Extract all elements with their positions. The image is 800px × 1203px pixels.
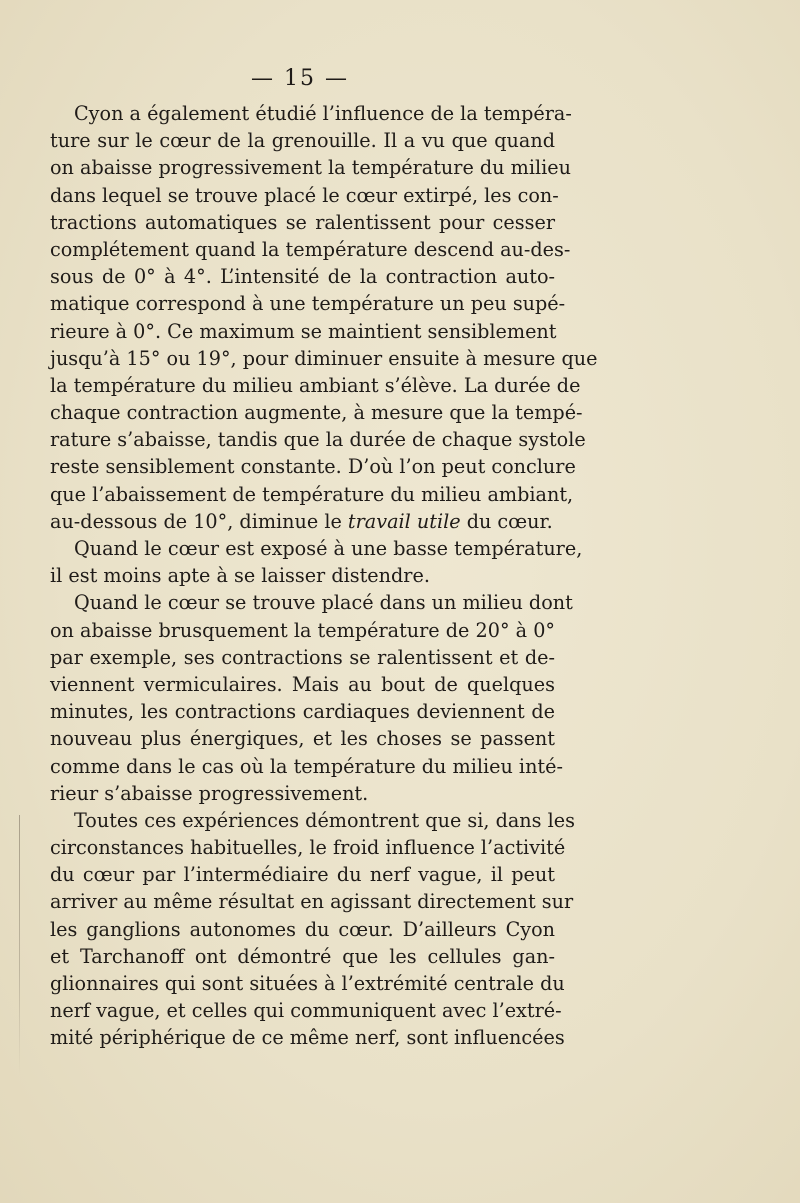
text-line: reste sensiblement constante. D’où l’on peut conclure: [50, 455, 576, 479]
text-line: du cœur par l’intermédiaire du nerf vague, il peut: [50, 863, 555, 887]
text-line: matique correspond à une température un peu supé-: [50, 292, 566, 316]
text-line: tractions automatiques se ralentissent pour cesser: [50, 210, 555, 234]
text-line: nouveau plus énergiques, et les choses se passent: [50, 727, 555, 751]
text-line: il est moins apte à se laisser distendre.: [50, 564, 430, 588]
italic-phrase: travail utile: [347, 509, 461, 533]
text-line: nerf vague, et celles qui communiquent avec l’extré-: [50, 999, 562, 1023]
text-line: on abaisse progressivement la température du milieu: [50, 156, 571, 180]
text-line: jusqu’à 15° ou 19°, pour diminuer ensuite à mesure que: [50, 346, 598, 370]
page-number: — 15 —: [251, 66, 349, 91]
text-line: glionnaires qui sont situées à l’extrémité centrale du: [50, 972, 565, 995]
text-line: Cyon a également étudié l’influence de la tempéra-: [74, 102, 572, 125]
text-line: la température du milieu ambiant s’élève. La durée de: [50, 373, 581, 397]
paragraph-1: [50, 100, 598, 535]
text-line: les ganglions autonomes du cœur. D’ailleurs Cyon: [50, 917, 555, 941]
text-line: que l’abaissement de température du milieu ambiant,: [50, 482, 574, 506]
text-line: circonstances habituelles, le froid influence l’activité: [50, 836, 566, 860]
text-line: mité périphérique de ce même nerf, sont influencées: [50, 1026, 565, 1050]
text-line: Quand le cœur se trouve placé dans un milieu dont: [74, 591, 573, 615]
paragraph-4: [50, 807, 575, 1052]
text-line: viennent vermiculaires. Mais au bout de quelques: [50, 672, 555, 696]
text-line: rieure à 0°. Ce maximum se maintient sensiblement: [50, 319, 557, 343]
text-line: rature s’abaisse, tandis que la durée de chaque systole: [50, 428, 586, 452]
text-line: rieur s’abaisse progressivement.: [50, 781, 369, 805]
text-line: par exemple, ses contractions se ralentissent et de-: [50, 645, 555, 669]
paragraph-2: [50, 535, 583, 589]
text-line: minutes, les contractions cardiaques deviennent de: [50, 700, 555, 724]
paragraph-3: [50, 589, 573, 807]
text-line: dans lequel se trouve placé le cœur extirpé, les con-: [50, 183, 559, 207]
text-fragment: du cœur.: [460, 509, 553, 533]
binding-shadow-line: [19, 815, 20, 1075]
text-line: arriver au même résultat en agissant directement sur: [50, 890, 574, 914]
text-line: sous de 0° à 4°. L’intensité de la contraction auto-: [50, 265, 555, 289]
text-line: Toutes ces expériences démontrent que si, dans les: [74, 808, 575, 832]
body-text: [50, 100, 598, 1052]
text-line: chaque contraction augmente, à mesure que la tempé-: [50, 401, 583, 425]
text-line: ture sur le cœur de la grenouille. Il a vu que quand: [50, 129, 555, 153]
text-line: on abaisse brusquement la température de 20° à 0°: [50, 618, 555, 642]
text-line: comme dans le cas où la température du milieu inté-: [50, 754, 563, 778]
text-line: et Tarchanoff ont démontré que les cellules gan-: [50, 944, 555, 968]
text-line: Quand le cœur est exposé à une basse température,: [74, 537, 583, 560]
text-line: [50, 508, 555, 535]
text-line: complétement quand la température descend au-des-: [50, 237, 571, 261]
text-fragment: au-dessous de 10°, diminue le: [50, 509, 348, 533]
